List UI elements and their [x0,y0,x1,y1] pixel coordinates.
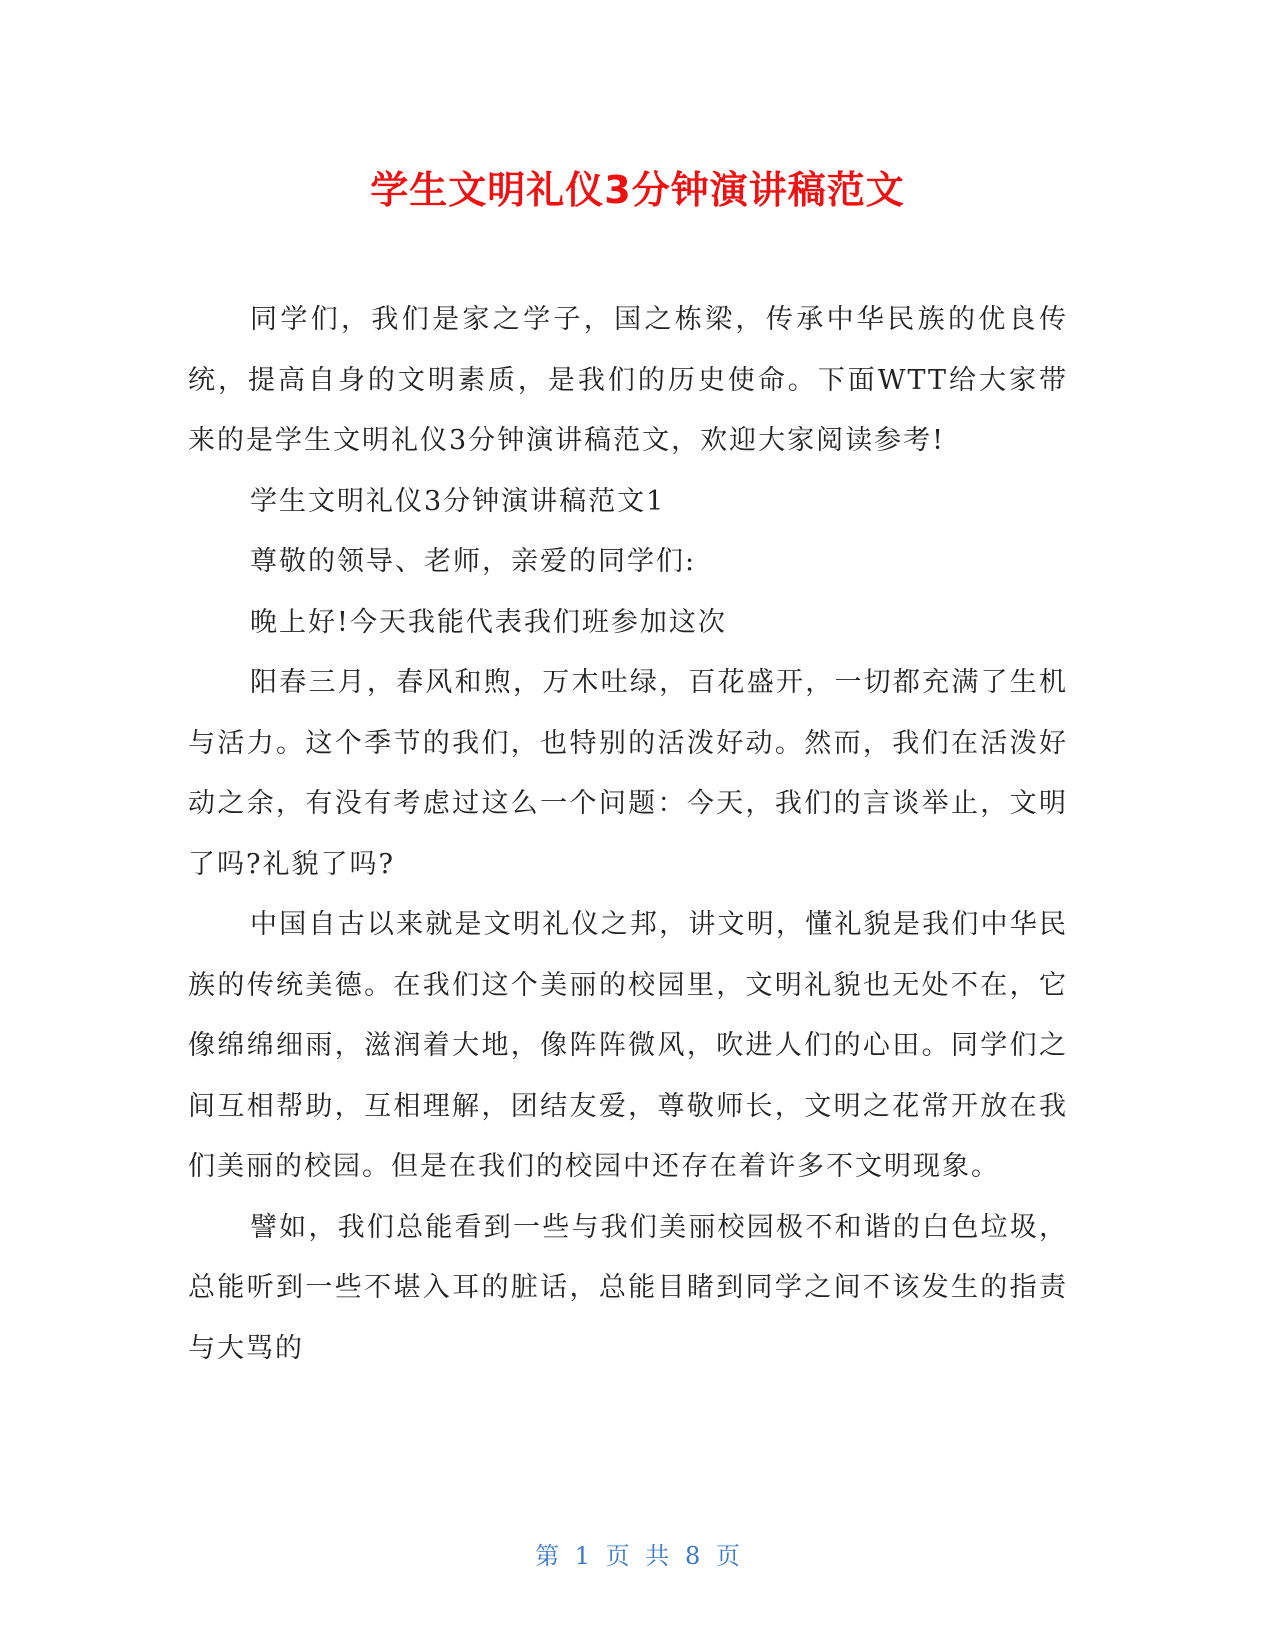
paragraph-greeting: 晚上好!今天我能代表我们班参加这次 [250,606,727,638]
paragraph-salutation: 尊敬的领导、老师，亲爱的同学们: [250,546,697,577]
page-number-footer: 第 1 页 共 8 页 [535,1542,740,1570]
paragraph-intro: 同学们，我们是家之学子，国之栋梁，传承中华民族的优良传统，提高自身的文明素质，是我们的历史使命。下面WTT给大家带来的是学生文明礼仪3分钟演讲稿范文，欢迎大家阅读参考! [188,304,1068,456]
document-body [188,290,1068,1379]
paragraph-examples: 譬如，我们总能看到一些与我们美丽校园极不和谐的白色垃圾，总能听到一些不堪入耳的脏话，总能目睹到同学之间不该发生的指责与大骂的 [188,1211,1068,1364]
paragraph-section-heading: 学生文明礼仪3分钟演讲稿范文1 [250,485,666,517]
paragraph-tradition: 中国自古以来就是文明礼仪之邦，讲文明，懂礼貌是我们中华民族的传统美德。在我们这个美丽的校园里，文明礼貌也无处不在，它像绵绵细雨，滋润着大地，像阵阵微风，吹进人们的心田。同学们之间互相帮助，互相理解，团结友爱，尊敬师长，文明之花常开放在我们美丽的校园。但是在我们的校园中还存在着许多不文明现象。 [188,909,1068,1182]
document-title: 学生文明礼仪3分钟演讲稿范文 [370,168,905,212]
paragraph-spring: 阳春三月，春风和煦，万木吐绿，百花盛开，一切都充满了生机与活力。这个季节的我们，也特别的活泼好动。然而，我们在活泼好动之余，有没有考虑过这么一个问题：今天，我们的言谈举止，文明了吗?礼貌了吗? [188,667,1068,880]
